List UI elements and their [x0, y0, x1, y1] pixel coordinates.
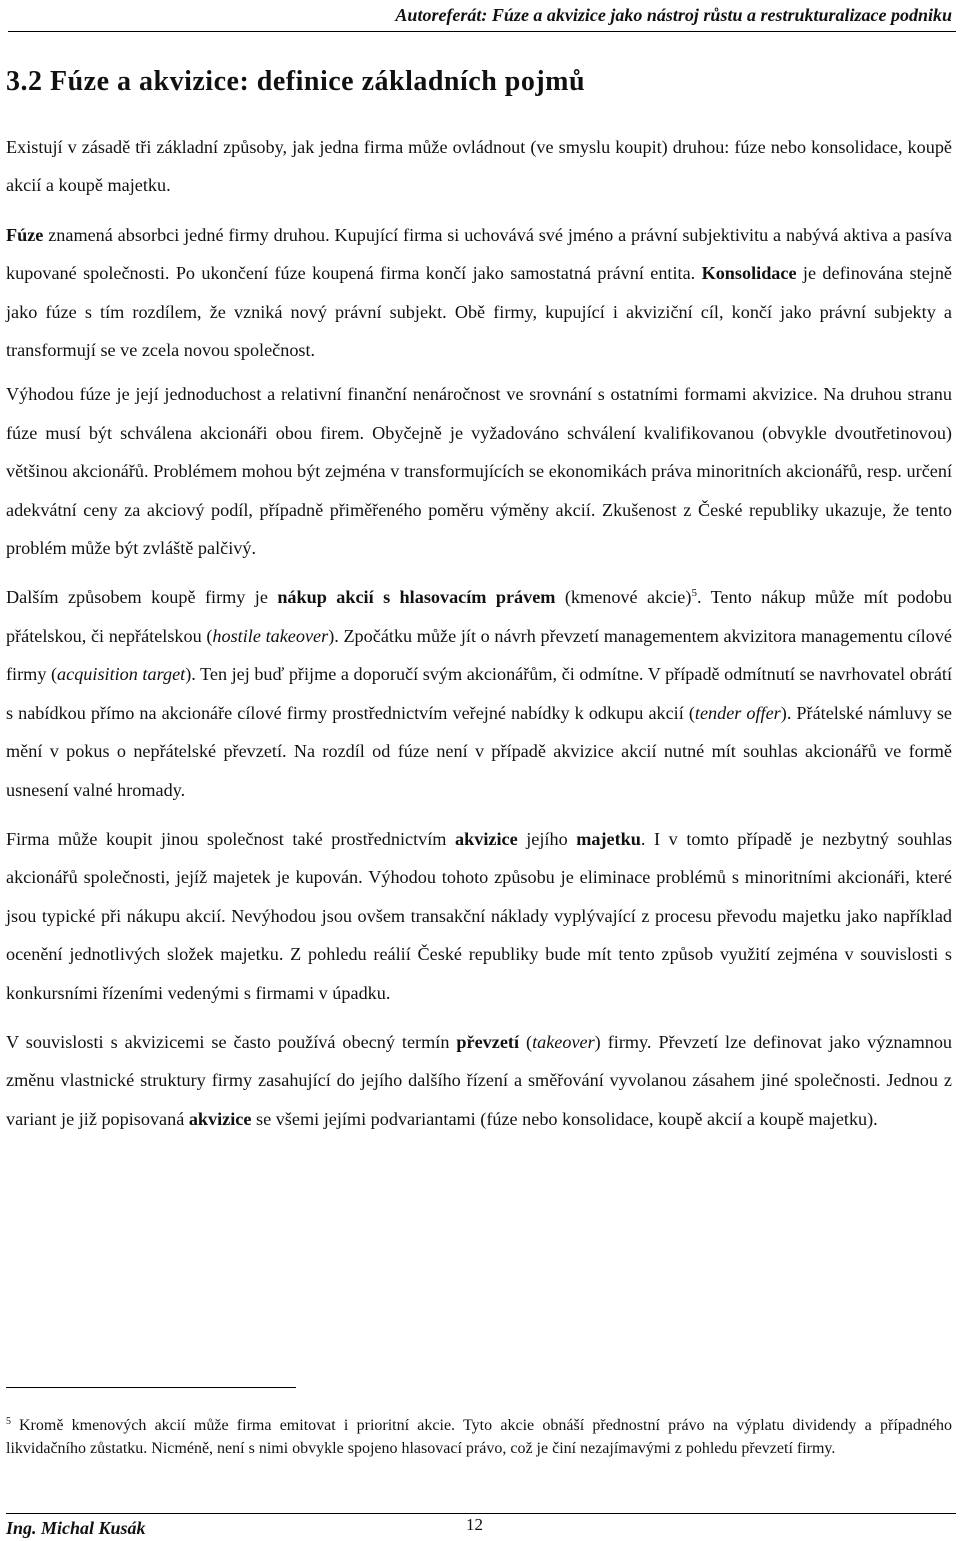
- consolidation-text: je definována stejně jako fúze s tím rozdílem, že vzniká nový právní subjekt. Obě firmy, kupující i akviziční cíl, končí jako právní subjekty a transformují se ve zcela novou společnost.: [6, 263, 952, 361]
- term-nakup-akcii: nákup akcií s hlasovacím právem: [277, 587, 556, 608]
- term-acquisition-target: acquisition target: [57, 664, 186, 685]
- asset-text-a: Firma může koupit jinou společnost také prostřednictvím: [6, 828, 456, 849]
- takeover-text-a: V souvislosti s akvizicemi se často používá obecný termín: [6, 1031, 457, 1052]
- term-tender-offer: tender offer: [694, 702, 781, 723]
- footnote: [6, 1414, 952, 1460]
- paragraph-merger-advantages: Výhodou fúze je její jednoduchost a relativní finanční nenáročnost ve srovnání s ostatními formami akvizice. Na druhou stranu fúze musí být schválena akcionáři obou firem. Obyčejně je vyžadováno schválení kvalifikovanou (obvykle dvoutřetinovou) většinou akcionářů. Problémem mohou být zejména v transformujících se ekonomikách práva minoritních akcionářů, resp. určení adekvátní ceny za akciový podíl, případně přiměřeného poměru výměny akcií. Zkušenost z České republiky ukazuje, že tento problém může být zvláště palčivý.: [6, 384, 952, 559]
- term-majetku: majetku: [576, 828, 641, 849]
- page-number: 12: [466, 1515, 483, 1534]
- paragraph-share-purchase: [6, 578, 952, 808]
- paragraph-takeover: [6, 1023, 952, 1138]
- term-fuze: Fúze: [6, 224, 44, 245]
- takeover-text-d: se všemi jejími podvariantami (fúze nebo konsolidace, koupě akcií a koupě majetku).: [251, 1108, 878, 1129]
- running-header: Autoreferát: Fúze a akvizice jako nástroj růstu a restrukturalizace podniku: [395, 5, 952, 25]
- share-text-c: . Tento nákup může mít podobu přátelskou, či nepřátelskou (: [6, 587, 952, 646]
- paragraph-merger-definition: [6, 216, 952, 370]
- footnote-text: Kromě kmenových akcií může firma emitovat i prioritní akcie. Tyto akcie obnáší přednostní právo na výplatu dividendy a případného likvidačního zůstatku. Nicméně, není s nimi obvykle spojeno hlasovací právo, což je činí nezajímavými z pohledu převzetí firmy.: [6, 1417, 952, 1457]
- term-akvizice-2: akvizice: [188, 1108, 252, 1129]
- footnote-divider: [6, 1387, 296, 1388]
- share-text-b: (kmenové akcie): [555, 587, 692, 608]
- footer-divider: [6, 1513, 956, 1514]
- share-text-a: Dalším způsobem koupě firmy je: [6, 587, 278, 608]
- term-hostile-takeover: hostile takeover: [212, 625, 329, 646]
- paragraph-asset-acquisition: [6, 820, 952, 1012]
- term-akvizice: akvizice: [455, 828, 518, 849]
- term-prevzeti: převzetí: [456, 1031, 520, 1052]
- footer-author: Ing. Michal Kusák: [6, 1518, 146, 1538]
- term-takeover: takeover: [532, 1031, 595, 1052]
- takeover-text-c: ) firmy. Převzetí lze definovat jako významnou změnu vlastnické struktury firmy zasahující do jejího dalšího řízení a směřování vyvolanou zásahem jiné společnosti. Jednou z variant je již popisovaná: [6, 1031, 953, 1129]
- footnote-number: 5: [6, 1415, 11, 1427]
- asset-text-c: . I v tomto případě je nezbytný souhlas akcionářů společnosti, jejíž majetek je kupován. Výhodou tohoto způsobu je eliminace problémů s minoritními akcionáři, které jsou typické při nákupu akcií. Nevýhodou jsou ovšem transakční náklady vyplývající z procesu převodu majetku jako například ocenění jednotlivých složek majetku. Z pohledu reálií České republiky bude mít tento způsob využití zejména v souvislosti s konkursními řízeními vedenými s firmami v úpadku.: [6, 828, 953, 1003]
- term-konsolidace: Konsolidace: [701, 263, 797, 284]
- body-text: [6, 128, 952, 1149]
- share-text-e: ). Ten jej buď přijme a doporučí svým akcionářům, či odmítne. V případě odmítnutí se navrhovatel obrátí s nabídkou přímo na akcionáře cílové firmy prostřednictvím veřejné nabídky k odkupu akcií (: [6, 664, 953, 723]
- merger-text: znamená absorbci jedné firmy druhou. Kupující firma si uchovává své jméno a právní subjektivitu a nabývá aktiva a pasíva kupované společnosti. Po ukončení fúze koupená firma končí jako samostatná právní entita.: [6, 224, 952, 284]
- asset-text-b: jejího: [517, 828, 577, 849]
- share-text-d: ). Zpočátku může jít o návrh převzetí managementem akvizitora managementu cílové firmy (: [6, 625, 952, 685]
- share-text-f: ). Přátelské námluvy se mění v pokus o nepřátelské převzetí. Na rozdíl od fúze není v případě akvizice akcií nutné mít souhlas akcionářů ve formě usnesení valné hromady.: [6, 702, 952, 800]
- header-divider: [8, 31, 956, 32]
- section-title: 3.2 Fúze a akvizice: definice základních pojmů: [6, 66, 586, 97]
- takeover-text-b: (: [519, 1031, 533, 1052]
- footnote-ref: 5: [691, 587, 697, 600]
- paragraph-ways-to-acquire: Existují v zásadě tři základní způsoby, jak jedna firma může ovládnout (ve smyslu koupit) druhou: fúze nebo konsolidace, koupě akcií a koupě majetku.: [6, 137, 952, 196]
